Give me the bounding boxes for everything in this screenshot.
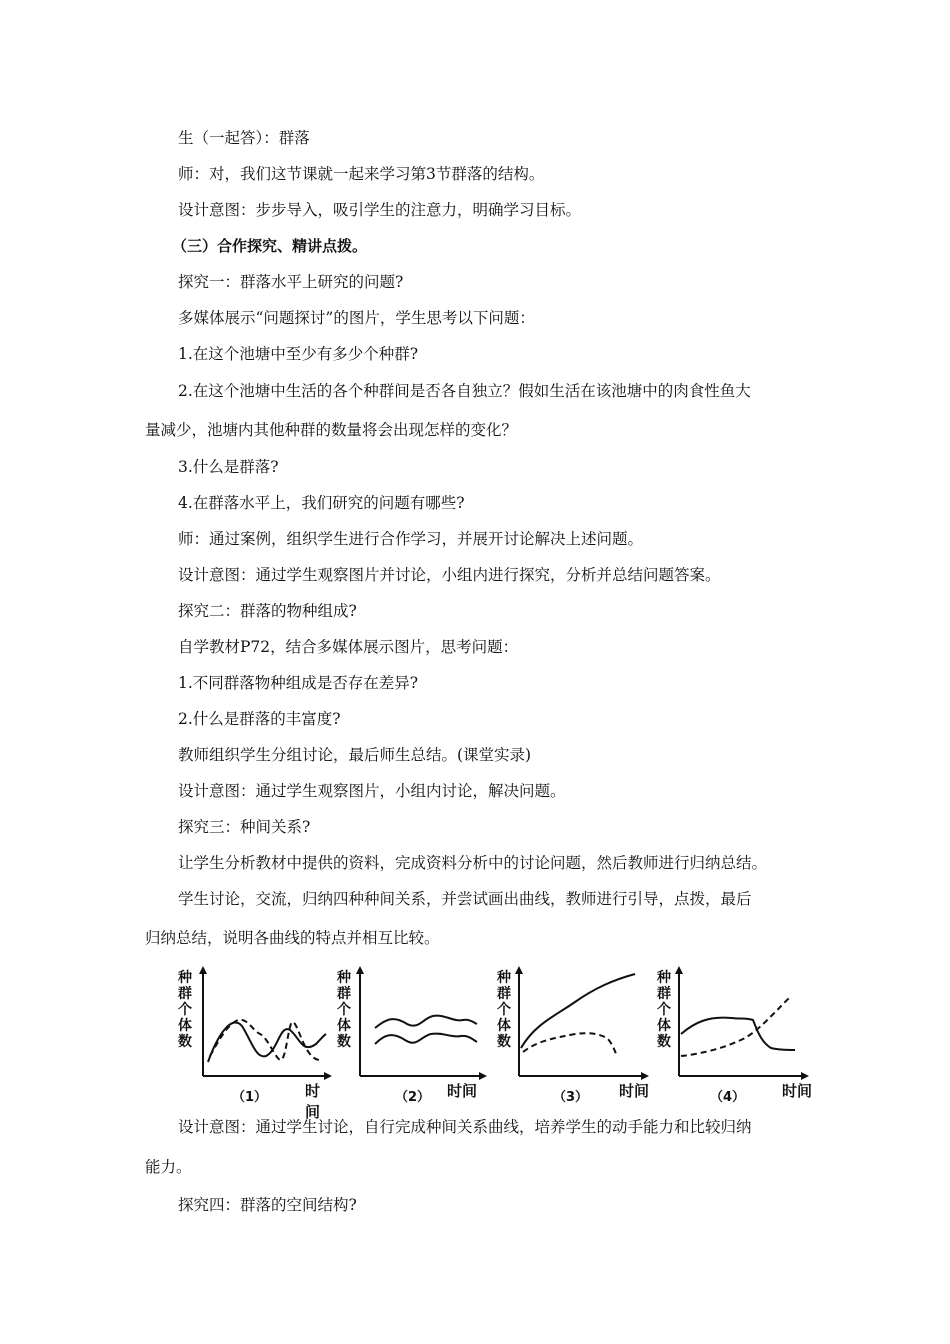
graph-panel-1: [170, 964, 330, 1121]
panel-label: （4）: [710, 1090, 746, 1105]
text-line: 让学生分析教材中提供的资料，完成资料分析中的讨论问题，然后教师进行归纳总结。: [178, 854, 768, 872]
y-axis-label: 种 群 个 体 数: [657, 970, 671, 1050]
y-axis-label: 种 群 个 体 数: [497, 970, 511, 1050]
text-line: 自学教材P72，结合多媒体展示图片，思考问题：: [178, 638, 519, 656]
text-line: 师：通过案例，组织学生进行合作学习，并展开讨论解决上述问题。: [178, 530, 644, 548]
text-line: 设计意图：通过学生观察图片，小组内讨论，解决问题。: [178, 782, 566, 800]
text-line: 归纳总结，说明各曲线的特点并相互比较。: [145, 929, 440, 947]
text-line: 探究四：群落的空间结构?: [178, 1196, 357, 1214]
x-axis-label: 时间: [619, 1082, 650, 1100]
text-line: 探究一：群落水平上研究的问题?: [178, 273, 404, 291]
graph-panel-3: [495, 964, 655, 1109]
x-axis-label: 时间: [447, 1082, 478, 1100]
text-line: 探究三：种间关系?: [178, 818, 311, 836]
panel-label: （2）: [395, 1090, 431, 1105]
text-line: 师：对，我们这节课就一起来学习第3节群落的结构。: [178, 165, 545, 183]
graph-panel-2: [335, 964, 495, 1109]
text-line: 1.不同群落物种组成是否存在差异?: [178, 674, 419, 692]
text-line: 设计意图：通过学生讨论，自行完成种间关系曲线，培养学生的动手能力和比较归纳: [178, 1118, 752, 1136]
text-line: 2.在这个池塘中生活的各个种群间是否各自独立？假如生活在该池塘中的肉食性鱼大: [178, 382, 751, 400]
text-line: 教师组织学生分组讨论，最后师生总结。(课堂实录): [178, 746, 532, 764]
graph-panel-4: [655, 964, 820, 1109]
x-axis-label: 时间: [305, 1082, 321, 1121]
x-axis-label: 时间: [782, 1082, 813, 1100]
text-line: 3.什么是群落?: [178, 458, 279, 476]
panel-label: （3）: [553, 1090, 589, 1105]
text-line: 2.什么是群落的丰富度?: [178, 710, 341, 728]
text-line: 生（一起答）：群落: [178, 129, 310, 147]
interspecific-relationship-figure: [170, 964, 820, 1121]
y-axis-label: 种 群 个 体 数: [337, 970, 351, 1050]
text-line: 能力。: [145, 1158, 192, 1176]
text-line: 学生讨论，交流，归纳四种种间关系，并尝试画出曲线，教师进行引导，点拨，最后: [178, 890, 752, 908]
text-line: 探究二：群落的物种组成?: [178, 602, 357, 620]
text-line: 量减少，池塘内其他种群的数量将会出现怎样的变化？: [145, 421, 518, 439]
text-line: 1.在这个池塘中至少有多少个种群?: [178, 345, 419, 363]
text-line: 设计意图：通过学生观察图片并讨论，小组内进行探究，分析并总结问题答案。: [178, 566, 721, 584]
text-line: 4.在群落水平上，我们研究的问题有哪些?: [178, 494, 465, 512]
y-axis-label: 种 群 个 体 数: [178, 970, 192, 1050]
section-heading: （三）合作探究、精讲点拨。: [172, 237, 368, 255]
text-line: 设计意图：步步导入，吸引学生的注意力，明确学习目标。: [178, 201, 582, 219]
panel-label: （1）: [232, 1090, 268, 1105]
text-line: 多媒体展示“问题探讨”的图片，学生思考以下问题：: [178, 309, 535, 327]
